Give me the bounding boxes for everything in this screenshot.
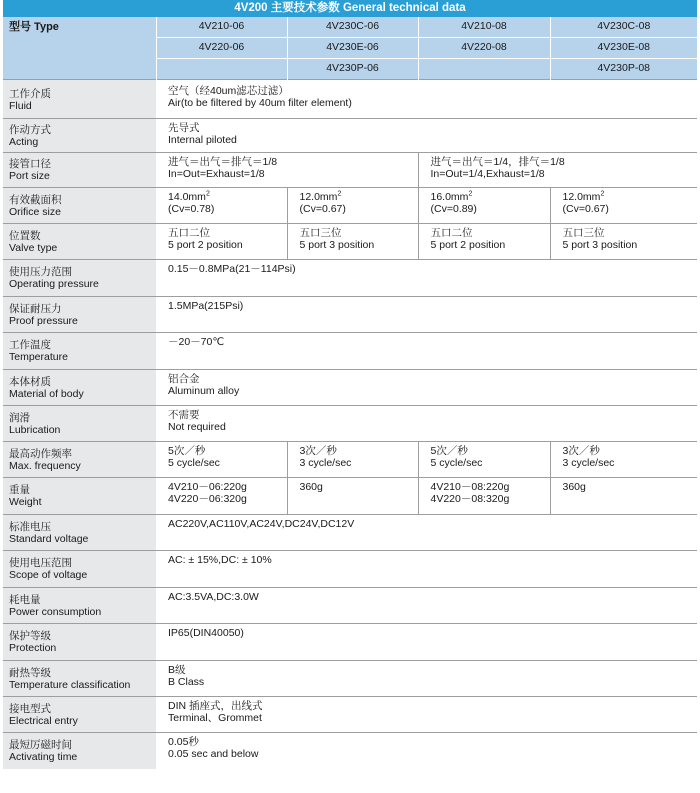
- row-value: 5次／秒: [430, 445, 468, 457]
- row-label-en: Valve type: [9, 242, 58, 254]
- row-value: 16.0mm: [430, 191, 469, 203]
- row-value: 5 cycle/sec: [168, 457, 220, 469]
- row-label-zh: 本体材质: [9, 376, 51, 388]
- model-cell: 4V230P-06: [287, 59, 418, 80]
- row-label-en: Fluid: [9, 100, 32, 112]
- model-cell: 4V210-06: [156, 17, 287, 38]
- row-electrical-entry: [3, 697, 697, 733]
- superscript: 2: [600, 190, 605, 198]
- row-value: －20－70℃: [168, 336, 225, 348]
- model-cell-empty: [418, 59, 550, 80]
- spec-table: [3, 17, 697, 769]
- row-value: (Cv=0.67): [299, 203, 346, 215]
- row-label-en: Lubrication: [9, 424, 61, 436]
- table-title: 4V200 主要技术参数 General technical data: [3, 0, 697, 17]
- row-value: 360g: [562, 481, 586, 493]
- row-label-zh: 工作温度: [9, 339, 51, 351]
- superscript: 2: [337, 190, 342, 198]
- row-value: In=Out=Exhaust=1/8: [168, 168, 265, 180]
- row-label-en: Max. frequency: [9, 460, 81, 472]
- row-value: 3次／秒: [299, 445, 337, 457]
- row-scope-of-voltage: [3, 551, 697, 588]
- row-value: 5 port 3 position: [562, 239, 638, 251]
- row-value: 3 cycle/sec: [299, 457, 352, 469]
- row-label-en: Scope of voltage: [9, 569, 88, 581]
- model-cell: 4V230C-08: [550, 17, 697, 38]
- row-value: 铝合金: [168, 373, 200, 385]
- row-value: 12.0mm: [299, 191, 338, 203]
- row-value: 3次／秒: [562, 445, 600, 457]
- row-label-en: Material of body: [9, 388, 84, 400]
- row-acting: [3, 119, 697, 153]
- row-label-en: Orifice size: [9, 206, 61, 218]
- row-label-zh: 耐热等级: [9, 667, 51, 679]
- row-value: 5 cycle/sec: [430, 457, 483, 469]
- row-label-zh: 接管口径: [9, 158, 51, 170]
- model-cell: 4V220-06: [156, 38, 287, 59]
- row-label-zh: 位置数: [9, 230, 41, 242]
- row-power-consumption: [3, 588, 697, 624]
- row-value: B Class: [168, 676, 205, 688]
- model-cell: 4V230E-06: [287, 38, 418, 59]
- row-label-en: Acting: [9, 136, 39, 148]
- row-value: 360g: [299, 481, 323, 493]
- row-material: [3, 370, 697, 406]
- model-cell: 4V230C-06: [287, 17, 418, 38]
- row-value: 4V220－06:320g: [168, 493, 247, 505]
- row-value: DIN 插座式，出线式: [168, 700, 263, 712]
- row-value: 4V210－06:220g: [168, 481, 247, 493]
- row-value: Internal piloted: [168, 134, 237, 146]
- row-value: (Cv=0.89): [430, 203, 477, 215]
- row-fluid: [3, 80, 697, 119]
- row-label-zh: 最高动作频率: [9, 448, 72, 460]
- row-value: 14.0mm: [168, 191, 206, 203]
- row-lubrication: [3, 406, 697, 442]
- type-label: 型号 Type: [3, 17, 156, 80]
- row-operating-pressure: [3, 260, 697, 297]
- row-value: 五口三位: [299, 227, 342, 239]
- row-value: 五口二位: [168, 227, 210, 239]
- row-label-en: Weight: [9, 496, 42, 508]
- row-orifice-size: [3, 188, 697, 224]
- row-value: AC220V,AC110V,AC24V,DC24V,DC12V: [168, 518, 355, 530]
- row-label-zh: 润滑: [9, 412, 30, 424]
- row-label-en: Temperature classification: [9, 679, 131, 691]
- row-value: 进气＝出气＝排气＝1/8: [168, 156, 278, 168]
- row-value: (Cv=0.78): [168, 203, 215, 215]
- row-label-en: Temperature: [9, 351, 68, 363]
- model-cell-empty: [156, 59, 287, 80]
- row-value: 5 port 3 position: [299, 239, 375, 251]
- row-label-zh: 使用压力范围: [9, 266, 72, 278]
- row-label-en: Port size: [9, 170, 50, 182]
- model-cell: 4V220-08: [418, 38, 550, 59]
- row-value: IP65(DIN40050): [168, 627, 244, 639]
- row-label-en: Electrical entry: [9, 715, 78, 727]
- row-value: 5 port 2 position: [430, 239, 506, 251]
- row-label-zh: 接电型式: [9, 703, 51, 715]
- row-protection: [3, 624, 697, 661]
- row-value: Aluminum alloy: [168, 385, 240, 397]
- row-value: 4V220－08:320g: [430, 493, 510, 505]
- row-weight: [3, 478, 697, 515]
- row-label-zh: 有效截面积: [9, 194, 62, 206]
- spec-rows: [3, 80, 697, 769]
- row-label-zh: 工作介质: [9, 88, 51, 100]
- row-value: Air(to be filtered by 40um filter element): [168, 97, 352, 109]
- row-label-en: Activating time: [9, 751, 78, 763]
- model-cell: 4V230E-08: [550, 38, 697, 59]
- row-value: 五口三位: [562, 227, 605, 239]
- row-label-zh: 标准电压: [9, 521, 51, 533]
- row-label-en: Power consumption: [9, 606, 102, 618]
- row-max-frequency: [3, 442, 697, 478]
- row-value: 不需要: [168, 409, 200, 421]
- row-value: 3 cycle/sec: [562, 457, 615, 469]
- row-label-en: Operating pressure: [9, 278, 99, 290]
- model-header: [3, 17, 697, 80]
- row-valve-type: [3, 224, 697, 260]
- row-value: 5 port 2 position: [168, 239, 243, 251]
- row-label-en: Protection: [9, 642, 57, 654]
- superscript: 2: [468, 190, 473, 198]
- row-value: 进气＝出气＝1/4，排气＝1/8: [430, 156, 565, 168]
- row-value: 空气（经40um滤芯过滤）: [168, 85, 289, 97]
- row-value: 五口二位: [430, 227, 473, 239]
- row-value: Not required: [168, 421, 226, 433]
- row-temperature-classification: [3, 661, 697, 697]
- model-cell: 4V210-08: [418, 17, 550, 38]
- row-label-zh: 重量: [9, 484, 30, 496]
- row-standard-voltage: [3, 515, 697, 551]
- row-value: B级: [168, 664, 186, 676]
- row-proof-pressure: [3, 297, 697, 333]
- row-label-zh: 最短厉磁时间: [9, 739, 72, 751]
- row-label-zh: 保证耐压力: [9, 303, 62, 315]
- row-value: 0.05秒: [168, 736, 199, 748]
- row-label-en: Standard voltage: [9, 533, 89, 545]
- superscript: 2: [205, 190, 210, 198]
- row-value: 1.5MPa(215Psi): [168, 300, 244, 312]
- spec-sheet: [3, 0, 697, 769]
- row-value: 0.15－0.8MPa(21－114Psi): [168, 263, 296, 275]
- row-activating-time: [3, 733, 697, 769]
- row-value: 12.0mm: [562, 191, 601, 203]
- model-cell: 4V230P-08: [550, 59, 697, 80]
- row-value: AC:3.5VA,DC:3.0W: [168, 591, 259, 603]
- row-value: In=Out=1/4,Exhaust=1/8: [430, 168, 545, 180]
- row-value: 0.05 sec and below: [168, 748, 259, 760]
- row-label-zh: 作动方式: [9, 124, 51, 136]
- row-label-en: Proof pressure: [9, 315, 78, 327]
- row-value: AC: ± 15%,DC: ± 10%: [168, 554, 272, 566]
- row-value: 先导式: [168, 122, 200, 134]
- row-port-size: [3, 153, 697, 188]
- row-label-zh: 保护等级: [9, 630, 51, 642]
- row-value: 4V210－08:220g: [430, 481, 510, 493]
- row-label-zh: 使用电压范围: [9, 557, 72, 569]
- row-value: (Cv=0.67): [562, 203, 609, 215]
- row-value: 5次／秒: [168, 445, 206, 457]
- row-label-zh: 耗电量: [9, 594, 41, 606]
- row-temperature: [3, 333, 697, 370]
- row-value: Terminal、Grommet: [168, 712, 262, 724]
